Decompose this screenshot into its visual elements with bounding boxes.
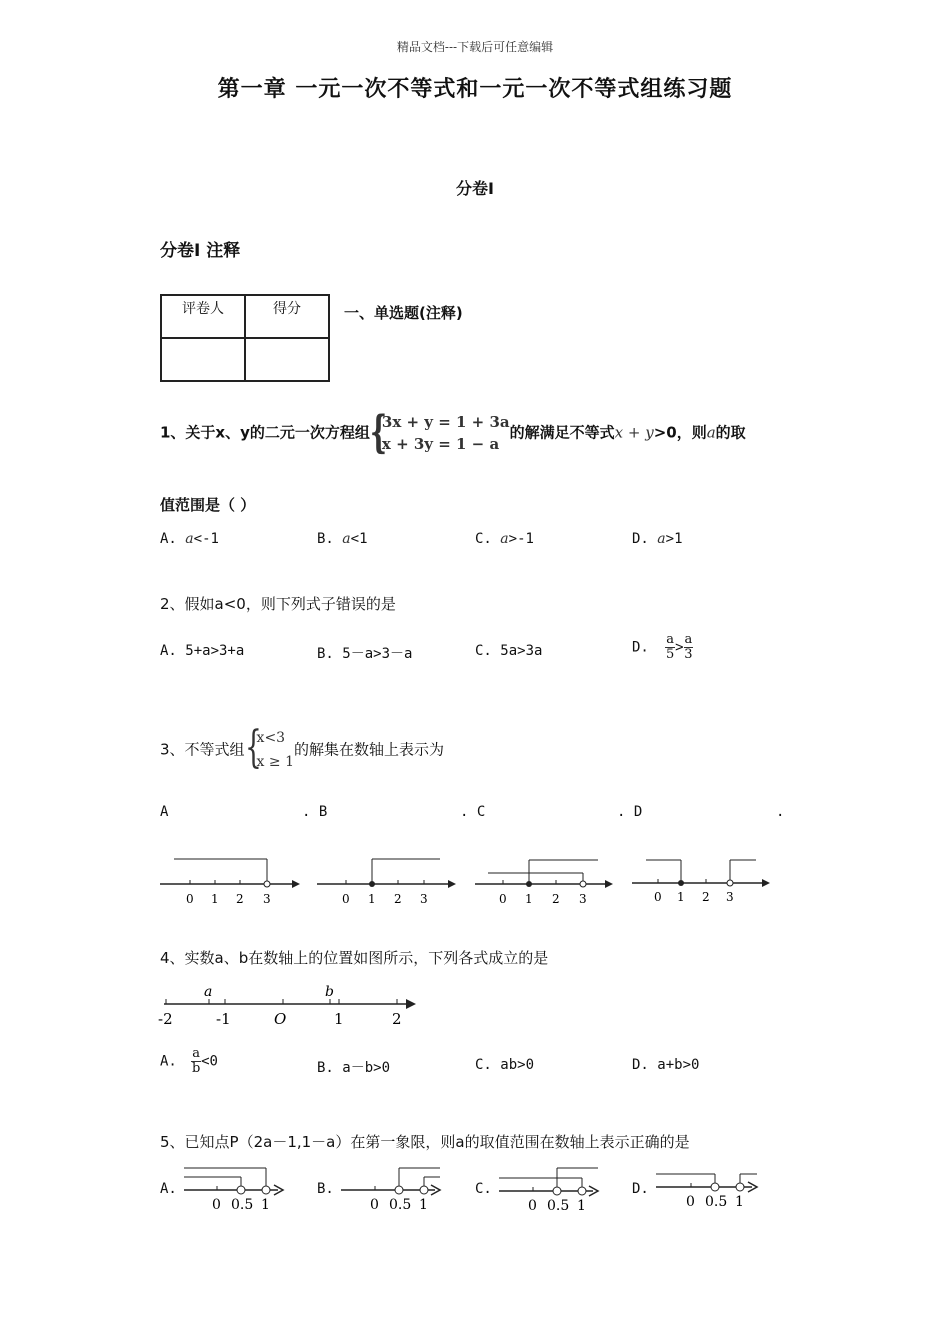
- q5-label-d[interactable]: D.: [632, 1181, 649, 1197]
- q4-option-b[interactable]: B. a－b>0: [317, 1060, 391, 1076]
- svg-text:1: 1: [577, 1198, 586, 1214]
- q3-eq2: x ≥ 1: [256, 754, 294, 770]
- q3-line-d[interactable]: [632, 860, 770, 904]
- q1-eq2: x + 3y = 1 − a: [381, 435, 500, 453]
- q3-b-tick-2: 2: [394, 892, 402, 906]
- q3-d-tick-3: 3: [726, 890, 734, 904]
- grader-header: 评卷人: [161, 295, 245, 338]
- q3-c-tick-0: 0: [499, 892, 507, 906]
- q3-line-b[interactable]: [317, 859, 456, 906]
- q2-option-c[interactable]: C. 5a>3a: [475, 643, 543, 659]
- svg-text:1: 1: [419, 1197, 428, 1213]
- q5-number-lines: [0, 1160, 950, 1220]
- question-3: [160, 722, 444, 774]
- q1-option-b[interactable]: B. a<1: [317, 531, 368, 547]
- q5-line-d[interactable]: [656, 1174, 757, 1210]
- q3-a-tick-1: 1: [211, 892, 219, 906]
- question-1: [160, 407, 746, 458]
- score-cell: [245, 338, 329, 381]
- q5-label-a[interactable]: A.: [160, 1181, 177, 1197]
- q3-label-end: .: [776, 804, 785, 820]
- page-title: 第一章 一元一次不等式和一元一次不等式组练习题: [217, 77, 733, 102]
- svg-text:0: 0: [528, 1198, 537, 1214]
- q3-label-b[interactable]: . B: [302, 804, 328, 820]
- q3-a-tick-0: 0: [186, 892, 194, 906]
- q3-a-tick-3: 3: [263, 892, 271, 906]
- q3-label-a[interactable]: A: [160, 804, 169, 820]
- q4-point-a: a: [204, 984, 213, 1000]
- q3-c-tick-1: 1: [525, 892, 533, 906]
- question-4: 4、实数a、b在数轴上的位置如图所示，下列各式成立的是: [160, 949, 549, 967]
- q1-option-a[interactable]: A. a<-1: [160, 531, 219, 547]
- q4-label-1: 1: [334, 1010, 344, 1028]
- q3-b-tick-3: 3: [420, 892, 428, 906]
- q5-line-b[interactable]: [341, 1168, 440, 1213]
- q3-line-c[interactable]: [475, 860, 613, 906]
- q3-label-d[interactable]: . D: [617, 804, 643, 820]
- svg-text:0.5: 0.5: [547, 1198, 570, 1214]
- svg-text:0.5: 0.5: [389, 1197, 412, 1213]
- q5-label-b[interactable]: B.: [317, 1181, 334, 1197]
- q4-option-c[interactable]: C. ab>0: [475, 1057, 535, 1073]
- q3-label-c[interactable]: . C: [460, 804, 486, 820]
- q3-d-tick-2: 2: [702, 890, 710, 904]
- q1-system: { 3x + y = 1 + 3a x + 3y = 1 − a: [369, 407, 510, 458]
- q3-b-tick-1: 1: [368, 892, 376, 906]
- question-2: 2、假如a<0，则下列式子错误的是: [160, 595, 396, 613]
- q4-number-line: [150, 980, 430, 1030]
- q2-option-a[interactable]: A. 5+a>3+a: [160, 643, 245, 659]
- q4-option-a[interactable]: A. $\frac{a}{b}$ <0: [160, 1046, 218, 1076]
- q1-prefix: 1、关于x、y的二元一次方程组: [160, 423, 370, 442]
- q2-option-d[interactable]: D. $\frac{a}{5}$ > $\frac{a}{3}$: [632, 632, 693, 662]
- score-header: 得分: [245, 295, 329, 338]
- q2-option-b[interactable]: B. 5－a>3－a: [317, 646, 413, 662]
- svg-text:0.5: 0.5: [231, 1197, 254, 1213]
- paper-subtitle: 分卷I: [456, 179, 494, 198]
- q5-line-a[interactable]: [184, 1168, 283, 1213]
- grader-cell: [161, 338, 245, 381]
- q4-label-origin: O: [274, 1010, 287, 1028]
- score-table: [160, 294, 330, 382]
- q4-label-neg2: -2: [158, 1010, 173, 1028]
- q3-number-lines: [0, 840, 950, 920]
- q3-c-tick-3: 3: [579, 892, 587, 906]
- q3-d-tick-0: 0: [654, 890, 662, 904]
- q3-a-tick-2: 2: [236, 892, 244, 906]
- svg-text:0: 0: [212, 1197, 221, 1213]
- q4-label-2: 2: [392, 1010, 402, 1028]
- q1-option-d[interactable]: D. a>1: [632, 531, 683, 547]
- q1-suffix: 的取: [715, 423, 746, 442]
- q3-suffix: 的解集在数轴上表示为: [293, 740, 444, 759]
- svg-text:1: 1: [261, 1197, 270, 1213]
- q3-line-a[interactable]: [160, 859, 300, 906]
- svg-text:0.5: 0.5: [705, 1194, 728, 1210]
- q5-label-c[interactable]: C.: [475, 1181, 492, 1197]
- q1-ineq: x + y: [614, 423, 654, 442]
- svg-text:1: 1: [735, 1194, 744, 1210]
- q5-line-c[interactable]: [499, 1168, 598, 1214]
- page-header: 精品文档---下载后可任意编辑: [396, 40, 554, 54]
- q4-label-neg1: -1: [216, 1010, 231, 1028]
- q1-option-c[interactable]: C. a>-1: [475, 531, 534, 547]
- q4-option-d[interactable]: D. a+b>0: [632, 1057, 700, 1073]
- section-heading: 一、单选题(注释): [344, 304, 463, 322]
- q3-system: { x<3 x ≥ 1: [244, 722, 294, 773]
- q3-d-tick-1: 1: [677, 890, 685, 904]
- q1-var: a: [706, 423, 716, 442]
- paper-note: 分卷I 注释: [160, 241, 241, 261]
- svg-text:0: 0: [370, 1197, 379, 1213]
- q1-mid: 的解满足不等式: [509, 423, 615, 442]
- q4-point-b: b: [325, 984, 334, 1000]
- q1-line2: 值范围是（ ）: [160, 496, 256, 514]
- q3-b-tick-0: 0: [342, 892, 350, 906]
- q3-eq1: x<3: [256, 730, 286, 746]
- q1-eq1: 3x + y = 1 + 3a: [381, 413, 510, 431]
- q3-c-tick-2: 2: [552, 892, 560, 906]
- q1-gt: >0，则: [653, 423, 707, 442]
- question-5: 5、已知点P（2a－1,1－a）在第一象限，则a的取值范围在数轴上表示正确的是: [160, 1133, 690, 1151]
- svg-text:0: 0: [686, 1194, 695, 1210]
- q3-prefix: 3、不等式组: [160, 740, 245, 759]
